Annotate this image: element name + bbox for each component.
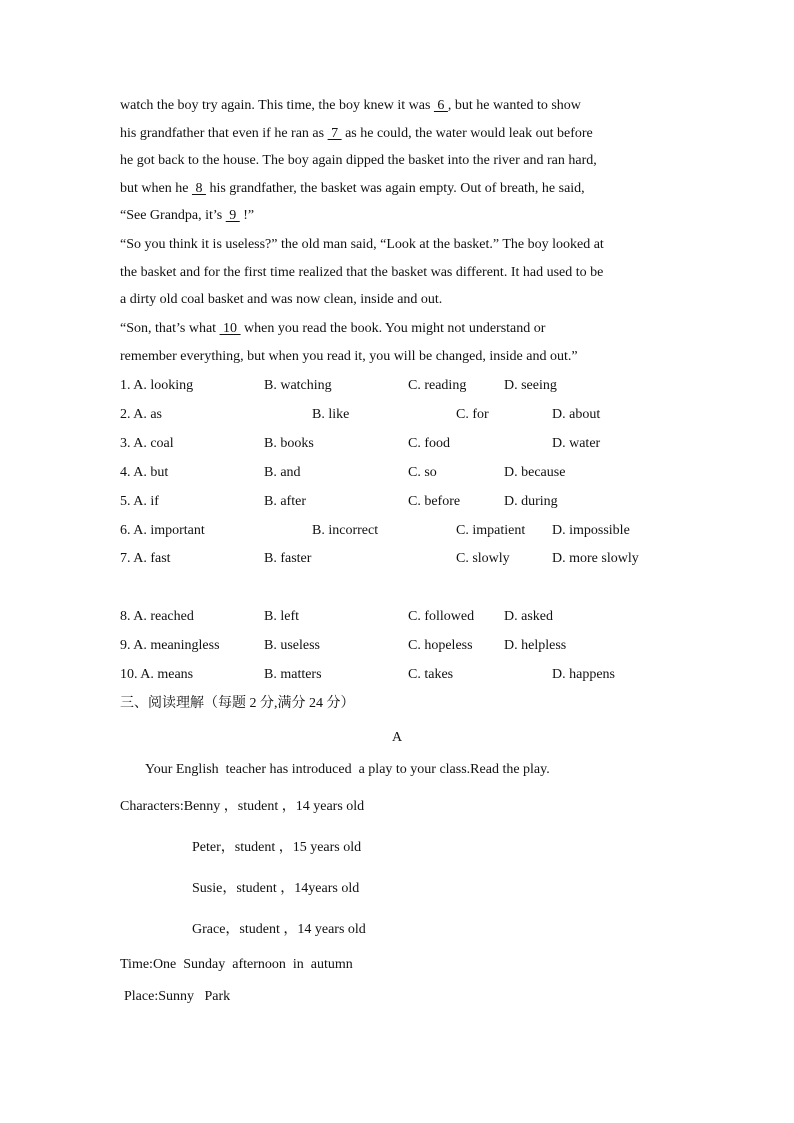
option-a: 4. A. but: [120, 465, 169, 480]
option-b: B. books: [264, 436, 314, 451]
passage-line: [120, 290, 442, 310]
passage-line: [120, 96, 581, 116]
option-d: D. asked: [504, 609, 553, 624]
passage-line: [120, 179, 585, 199]
play-intro: Your English teacher has introduced a play to your class.Read the play.: [145, 762, 550, 777]
option-d: D. more slowly: [552, 551, 639, 566]
option-d: D. happens: [552, 667, 615, 682]
passage-line: [120, 124, 593, 144]
blank-9: 9: [225, 208, 240, 223]
option-b: B. incorrect: [312, 523, 379, 538]
passage-line: [120, 235, 604, 255]
blank-6: 6: [433, 98, 448, 113]
option-c: C. food: [408, 436, 450, 451]
option-d: D. because: [504, 465, 566, 480]
passage-line: [120, 151, 597, 171]
passage-text: he got back to the house. The boy again dipped the basket into the river and ran hard,: [120, 153, 597, 168]
option-d: D. about: [552, 407, 601, 422]
option-c: C. slowly: [456, 551, 510, 566]
passage-text: “So you think it is useless?” the old man said, “Look at the basket.” The boy looked at: [120, 237, 604, 252]
option-c: C. impatient: [456, 523, 526, 538]
passage-text: his grandfather, the basket was again empty. Out of breath, he said,: [205, 181, 585, 196]
blank-7: 7: [327, 126, 342, 141]
passage-text: , but he wanted to show: [447, 98, 581, 113]
passage-text: a dirty old coal basket and was now clean, inside and out.: [120, 292, 443, 307]
option-a: 7. A. fast: [120, 551, 171, 566]
option-row: [0, 376, 794, 396]
passage-text: “Son, that’s what: [120, 321, 220, 336]
option-b: B. left: [264, 609, 299, 624]
character-entry: Peter，student ，15 years old: [192, 840, 362, 855]
character-entry: Susie，student ，14years old: [192, 881, 360, 896]
option-c: C. reading: [408, 378, 467, 393]
passage-line: [120, 319, 545, 339]
option-c: C. followed: [408, 609, 475, 624]
option-row: [0, 665, 794, 685]
character-entry: Benny ，student ，14 years old: [183, 799, 365, 814]
option-a: 3. A. coal: [120, 436, 174, 451]
option-d: D. helpless: [504, 638, 567, 653]
option-a: 1. A. looking: [120, 378, 194, 393]
option-a: 10. A. means: [120, 667, 194, 682]
passage-line: [120, 263, 603, 283]
option-b: B. faster: [264, 551, 312, 566]
passage-text: but when he: [120, 181, 192, 196]
option-row: [0, 607, 794, 627]
option-d: D. seeing: [504, 378, 557, 393]
passage-letter: A: [391, 730, 403, 745]
option-c: C. for: [456, 407, 489, 422]
blank-8: 8: [191, 181, 206, 196]
option-b: B. useless: [264, 638, 320, 653]
passage-line: [120, 206, 254, 226]
passage-text: when you read the book. You might not understand or: [240, 321, 546, 336]
option-c: C. hopeless: [408, 638, 473, 653]
option-a: 5. A. if: [120, 494, 159, 509]
passage-text: his grandfather that even if he ran as: [120, 126, 328, 141]
option-c: C. so: [408, 465, 437, 480]
option-d: D. impossible: [552, 523, 630, 538]
passage-text: the basket and for the first time realized that the basket was different. It had used to be: [120, 265, 604, 280]
option-d: D. water: [552, 436, 601, 451]
characters-line: [120, 797, 364, 817]
option-row: [0, 549, 794, 569]
option-b: B. like: [312, 407, 350, 422]
option-b: B. after: [264, 494, 306, 509]
option-b: B. watching: [264, 378, 332, 393]
character-entry: Grace，student ，14 years old: [192, 922, 366, 937]
option-a: 2. A. as: [120, 407, 162, 422]
option-b: B. and: [264, 465, 301, 480]
option-row: [0, 434, 794, 454]
section-heading: 三、阅读理解（每题 2 分,满分 24 分）: [120, 696, 355, 711]
passage-text: remember everything, but when you read it, you will be changed, inside and out.”: [120, 349, 578, 364]
option-row: [0, 463, 794, 483]
time-line: Time:One Sunday afternoon in autumn: [120, 957, 353, 972]
option-row: [0, 492, 794, 512]
passage-text: watch the boy try again. This time, the boy knew it was: [120, 98, 434, 113]
option-b: B. matters: [264, 667, 322, 682]
passage-text: !”: [239, 208, 255, 223]
passage-text: as he could, the water would leak out before: [341, 126, 593, 141]
option-c: C. takes: [408, 667, 454, 682]
passage-text: “See Grandpa, it’s: [120, 208, 226, 223]
option-d: D. during: [504, 494, 558, 509]
place-line: Place:Sunny Park: [124, 989, 231, 1004]
passage-line: [120, 347, 578, 367]
option-c: C. before: [408, 494, 461, 509]
option-row: [0, 636, 794, 656]
blank-10: 10: [219, 321, 241, 336]
option-row: [0, 405, 794, 425]
characters-label: Characters:: [120, 799, 184, 814]
option-a: 9. A. meaningless: [120, 638, 220, 653]
option-a: 6. A. important: [120, 523, 205, 538]
option-a: 8. A. reached: [120, 609, 194, 624]
option-row: [0, 521, 794, 541]
